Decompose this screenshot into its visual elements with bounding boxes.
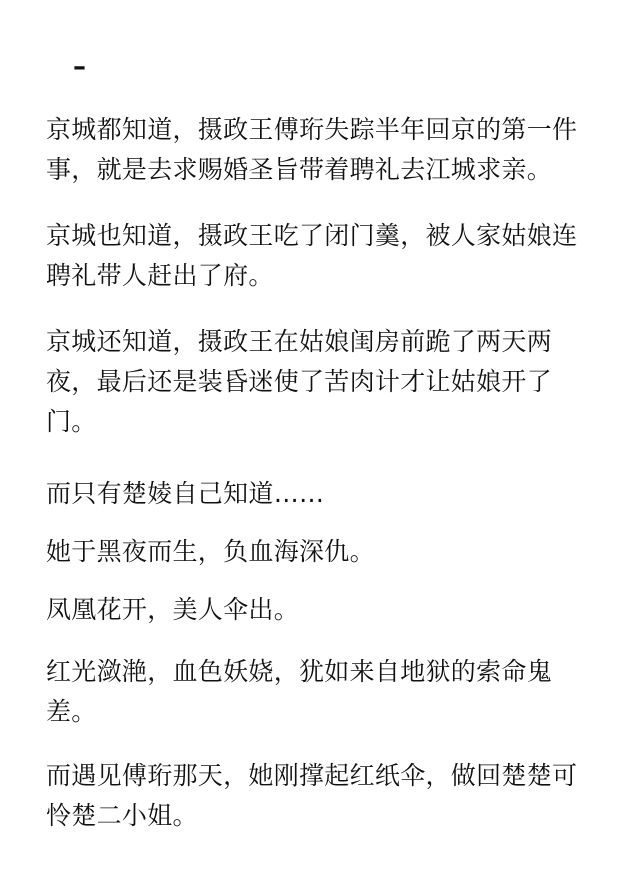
paragraph-2: 京城也知道，摄政王吃了闭门羹，被人家姑娘连 聘礼带人赶出了府。 xyxy=(46,221,578,290)
paragraph-8: 而遇见傅珩那天，她刚撑起红纸伞，做回楚楚可 怜楚二小姐。 xyxy=(46,761,578,830)
paragraph-3: 京城还知道，摄政王在姑娘闺房前跪了两天两 夜，最后还是装昏迷使了苦肉计才让姑娘开了 门。 xyxy=(46,327,553,436)
paragraph-6: 凤凰花开，美人伞出。 xyxy=(46,595,300,624)
paragraph-1: 京城都知道，摄政王傅珩失踪半年回京的第一件 事，就是去求赐婚圣旨带着聘礼去江城求亲。 xyxy=(46,115,578,184)
section-marker: – xyxy=(73,52,86,82)
paragraph-7: 红光潋滟，血色妖娆，犹如来自地狱的索命鬼 差。 xyxy=(46,657,553,726)
paragraph-4: 而只有楚婈自己知道…… xyxy=(46,479,325,508)
paragraph-5: 她于黑夜而生，负血海深仇。 xyxy=(46,537,375,566)
